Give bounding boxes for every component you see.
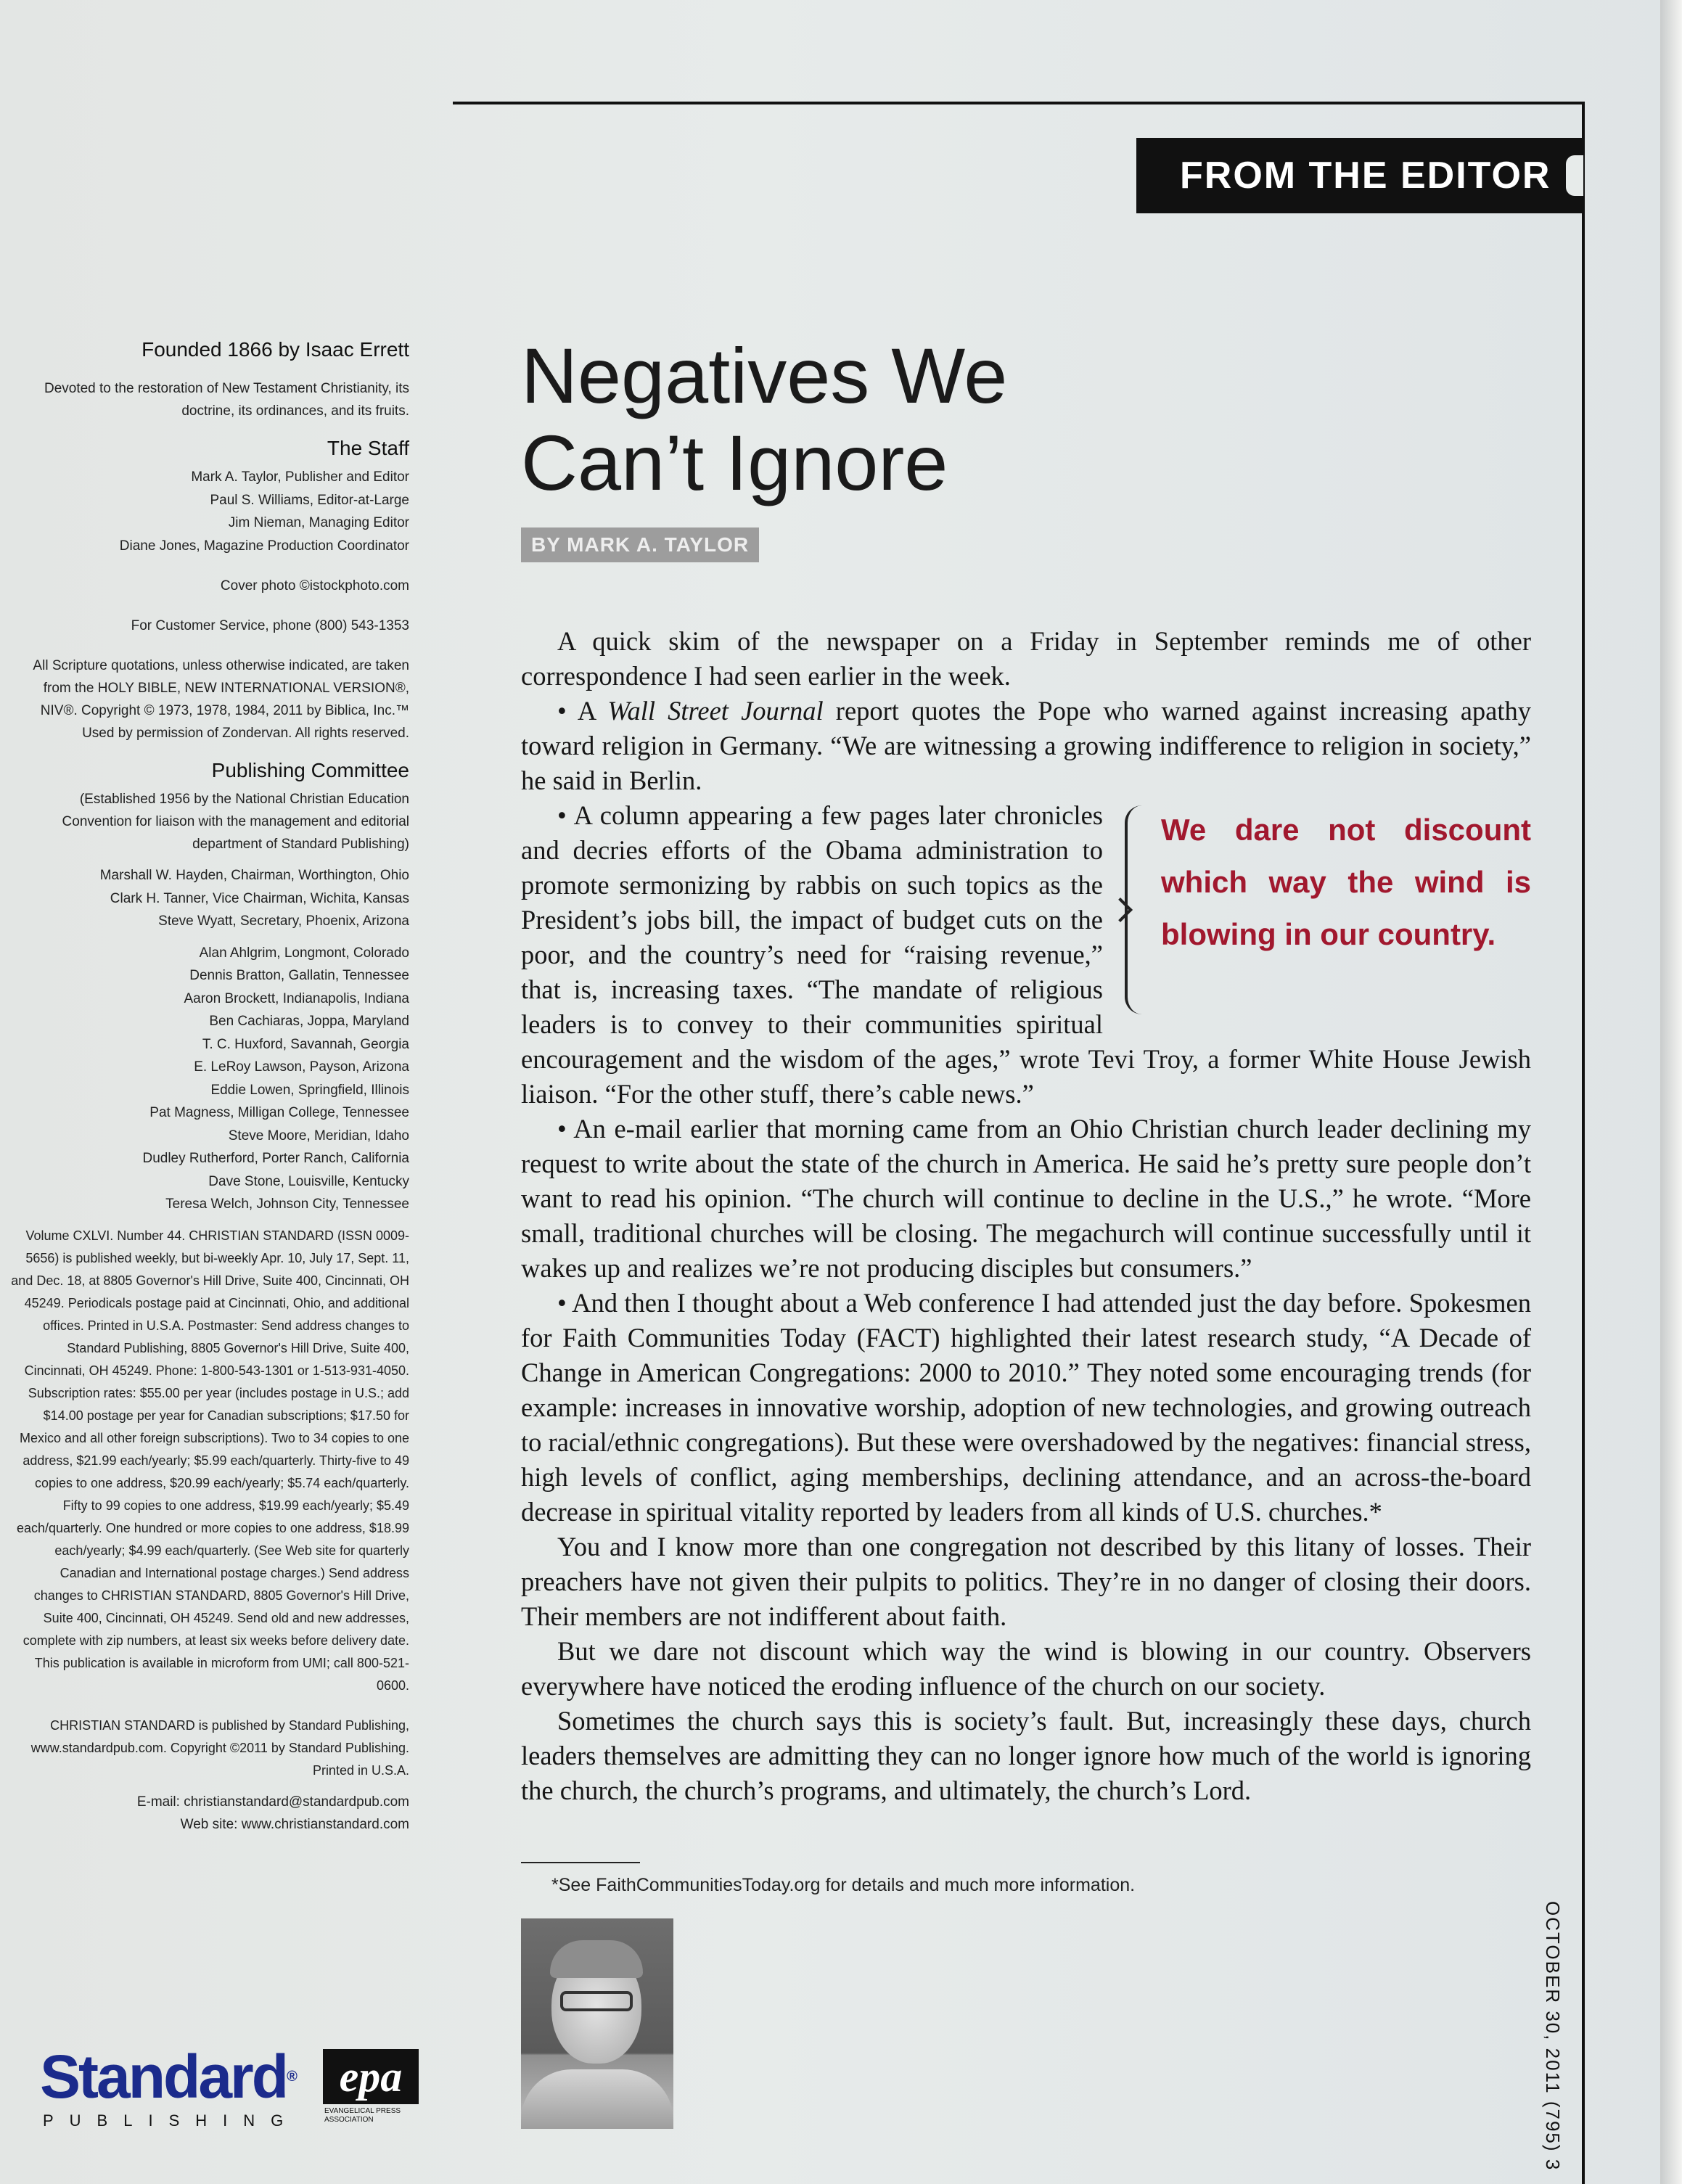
website-contact: Web site: www.christianstandard.com	[180, 1816, 409, 1832]
footnote: *See FaithCommunitiesToday.org for details and much more information.	[551, 1875, 1136, 1895]
footnote-rule	[521, 1862, 640, 1863]
masthead	[7, 338, 409, 1836]
frame-top-rule	[453, 102, 1585, 104]
section-tab: FROM THE EDITOR	[1136, 138, 1583, 213]
email-contact: E-mail: christianstandard@standardpub.com	[136, 1794, 409, 1810]
paragraph: But we dare not discount which way the wind is blowing in our country. Observers everywhere have noticed the eroding influence of the church on our society.	[521, 1636, 1531, 1701]
member: Dave Stone, Louisville, Kentucky	[208, 1173, 409, 1189]
member: Ben Cachiaras, Joppa, Maryland	[209, 1014, 409, 1029]
devoted-statement: Devoted to the restoration of New Testament Christianity, its doctrine, its ordinances, and its fruits.	[44, 381, 409, 419]
epa-logo: epa	[323, 2049, 419, 2104]
publication-info: Volume CXLVI. Number 44. CHRISTIAN STANDARD (ISSN 0009-5656) is published weekly, but bi-weekly Apr. 10, July 17, Sept. 11, and Dec. 18, at 8805 Governor's Hill Drive, Suite 400, Cincinnati, OH 45249. Periodicals postage paid at Cincinnati, Ohio, and additional offices. Printed in U.S.A. Postmaster: Send address changes to Standard Publishing, 8805 Governor's Hill Drive, Suite 400, Cincinnati, OH 45249. Phone: 1-800-543-1301 or 1-513-931-4050. Subscription rates: $55.00 per year (includes postage in U.S.; add $14.00 postage per year for Canadian subscriptions; $17.50 for Mexico and all other foreign subscriptions). Two to 34 copies to one address, $21.99 each/yearly; $5.99 each/quarterly. Thirty-five to 49 copies to one address, $20.99 each/yearly; $5.74 each/quarterly. Fifty to 99 copies to one address, $19.99 each/yearly; $5.49 each/quarterly. One hundred or more copies to one address, $18.99 each/yearly; $4.99 each/quarterly. (See Web site for quarterly Canadian and International postage charges.) Send address changes to CHRISTIAN STANDARD, 8805 Governor's Hill Drive, Suite 400, Cincinnati, OH 45249. Send old and new addresses, complete with zip numbers, at least six weeks before delivery date. This publication is available in microform from UMI; call 800-521-0600.	[11, 1228, 409, 1693]
paragraph: • A column appearing a few pages later chronicles and decries efforts of the Obama administration to promote sermonizing by rabbis on such topics as the President’s jobs bill, the impact of budget cuts on the poor, and the country’s need for “raising revenue,” that is, increasing taxes. “The mandate of religious leaders is to convey to their communities spiritual encouragement and the wisdom of the ages,” wrote Tevi Troy, a former White House Jewish liaison. “For the other stuff, there’s cable news.”	[521, 800, 1531, 1109]
committee-heading: Publishing Committee	[211, 759, 409, 781]
committee-members	[7, 942, 409, 1216]
paragraph: Sometimes the church says this is society’s fault. But, increasingly these days, church leaders themselves are admitting they can no longer ignore how much of the world is ignoring the church, the church’s programs, and ultimately, the church’s Lord.	[521, 1706, 1531, 1805]
pullquote-box	[1125, 798, 1531, 1016]
officer: Steve Wyatt, Secretary, Phoenix, Arizona	[158, 914, 409, 929]
member: Eddie Lowen, Springfield, Illinois	[210, 1082, 409, 1098]
pullquote: We dare not discount which way the wind is blowing in our country.	[1161, 813, 1531, 951]
officer: Clark H. Tanner, Vice Chairman, Wichita, Kansas	[110, 890, 409, 906]
paragraph: A quick skim of the newspaper on a Friday in September reminds me of other correspondence I had seen earlier in the week.	[521, 626, 1531, 691]
member: E. LeRoy Lawson, Payson, Arizona	[194, 1059, 409, 1075]
standard-logo: Standard®	[40, 2043, 295, 2111]
published-by: CHRISTIAN STANDARD is published by Standard Publishing, www.standardpub.com. Copyright ©2011 by Standard Publishing. Printed in U.S.A.	[30, 1717, 409, 1778]
staff-member: Mark A. Taylor, Publisher and Editor	[191, 469, 409, 485]
member: Dudley Rutherford, Porter Ranch, California	[142, 1151, 409, 1166]
customer-service: For Customer Service, phone (800) 543-1353	[131, 618, 409, 633]
committee-officers	[7, 864, 409, 933]
scripture-notice: All Scripture quotations, unless otherwise indicated, are taken from the HOLY BIBLE, NEW INTERNATIONAL VERSION®, NIV®. Copyright © 1973, 1978, 1984, 2011 by Biblica, Inc.™ Used by permission of Zondervan. All rights reserved.	[33, 658, 409, 741]
member: Teresa Welch, Johnson City, Tennessee	[165, 1196, 409, 1212]
paragraph: You and I know more than one congregation not described by this litany of losses. Their preachers have not given their pulpits to politics. They’re in no danger of closing their doors. Their members are not indifferent about faith.	[521, 1532, 1531, 1631]
paragraph: • An e-mail earlier that morning came from an Ohio Christian church leader declining my request to write about the state of the church in America. He said he’s pretty sure people don’t want to read his opinion. “The church will continue to decline in the U.S.,” he wrote. “More small, traditional churches will be closing. The megachurch will continue successfully until it wakes up and realizes we’re not producing disciples but consumers.”	[521, 1114, 1531, 1283]
staff-heading: The Staff	[327, 437, 409, 459]
tab-notch	[1566, 155, 1583, 196]
staff-member: Jim Nieman, Managing Editor	[228, 515, 409, 530]
paragraph: • A Wall Street Journal report quotes the Pope who warned against increasing apathy toward religion in Germany. “We are witnessing a growing indifference to religion in society,” he said in Berlin.	[521, 696, 1531, 795]
staff-member: Diane Jones, Magazine Production Coordinator	[119, 538, 409, 554]
pullquote-brace	[1125, 805, 1146, 1014]
page-folio: OCTOBER 30, 2011 (795) 3	[1542, 1901, 1564, 2172]
paragraph: • And then I thought about a Web conference I had attended just the day before. Spokesmen for Faith Communities Today (FACT) highlighted their latest research study, “A Decade of Change in American Congregations: 2000 to 2010.” They noted some encouraging trends (for example: increases in innovative worship, adoption of new technologies, and growing outreach to racial/ethnic congregations). But these were overshadowed by the negatives: financial stress, high levels of conflict, aging memberships, declining attendance, and an across-the-board decrease in spiritual vitality reported by leaders from all kinds of U.S. churches.*	[521, 1288, 1531, 1527]
member: Alan Ahlgrim, Longmont, Colorado	[199, 945, 409, 961]
article-title	[521, 332, 1174, 506]
staff-list	[7, 466, 409, 557]
publisher-logos	[40, 2043, 417, 2133]
cover-photo-credit: Cover photo ©istockphoto.com	[220, 578, 409, 594]
founded-line: Founded 1866 by Isaac Errett	[141, 338, 409, 361]
staff-member: Paul S. Williams, Editor-at-Large	[210, 492, 409, 508]
epa-logo-caption: EVANGELICAL PRESS ASSOCIATION	[324, 2107, 401, 2124]
member: T. C. Huxford, Savannah, Georgia	[202, 1036, 409, 1052]
committee-intro: (Established 1956 by the National Christian Education Convention for liaison with the management and editorial department of Standard Publishing)	[62, 792, 409, 852]
officer: Marshall W. Hayden, Chairman, Worthington, Ohio	[99, 868, 409, 883]
title-line-2: Can’t Ignore	[521, 419, 948, 506]
frame-right-rule	[1582, 102, 1585, 2184]
member: Dennis Bratton, Gallatin, Tennessee	[189, 968, 409, 983]
page-edge	[1660, 0, 1682, 2184]
byline: BY MARK A. TAYLOR	[521, 527, 759, 562]
member: Aaron Brockett, Indianapolis, Indiana	[184, 990, 409, 1006]
author-photo	[521, 1918, 673, 2129]
article-body	[521, 624, 1531, 1808]
member: Pat Magness, Milligan College, Tennessee	[149, 1105, 409, 1120]
title-line-1: Negatives We	[521, 332, 1008, 419]
member: Steve Moore, Meridian, Idaho	[228, 1128, 409, 1144]
publishing-wordmark: PUBLISHING	[43, 2111, 300, 2130]
